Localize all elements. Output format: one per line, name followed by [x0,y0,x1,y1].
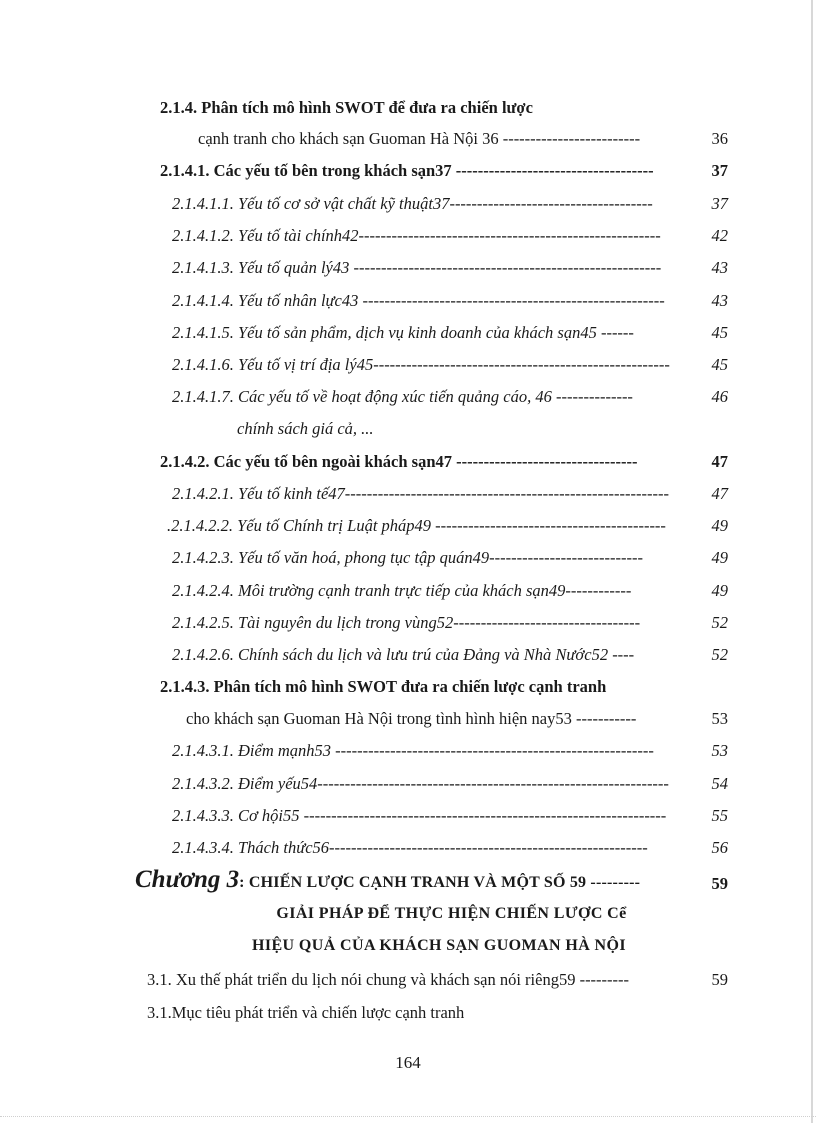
chapter-heading [135,866,640,894]
toc-entry-2-1-4-1-7: 2.1.4.1.7. Các yếu tố về hoạt động xúc tiến quảng cáo, 46 -------------- [172,387,633,406]
toc-page-number: 45 [711,323,728,342]
toc-entry-2-1-4-2-4: 2.1.4.2.4. Môi trường cạnh tranh trực tiếp của khách sạn49------------ [172,581,632,600]
toc-entry-2-1-4-3-1: 2.1.4.3.1. Điểm mạnh53 ---------------------------------------------------------- [172,741,654,760]
toc-entry-3-1-b: 3.1.Mục tiêu phát triển và chiến lược cạnh tranh [147,1003,465,1022]
toc-page-number: 45 [711,355,728,374]
toc-page-number: 53 [711,741,728,760]
toc-entry-2-1-4-2-2: .2.1.4.2.2. Yếu tố Chính trị Luật pháp49 ------------------------------------------ [167,516,666,535]
toc-page-number: 43 [711,258,728,277]
toc-entry-2-1-4-3-4: 2.1.4.3.4. Thách thức56---------------------------------------------------------- [172,838,648,857]
toc-page-number: 55 [711,806,728,825]
toc-page-number: 49 [711,581,728,600]
toc-page-number: 43 [711,291,728,310]
chapter-page-number: 59 [711,874,728,893]
toc-page-number: 46 [711,387,728,406]
toc-entry-2-1-4-3-3: 2.1.4.3.3. Cơ hội55 ------------------------------------------------------------------ [172,806,667,825]
toc-page-number: 52 [711,645,728,664]
toc-page-number: 54 [711,774,728,793]
toc-page-number: 42 [711,226,728,245]
chapter-title-line-3: HIỆU QUẢ CỦA KHÁCH SẠN GUOMAN HÀ NỘI [252,937,626,954]
toc-page-number: 59 [711,970,728,989]
toc-entry-2-1-4-cont: cạnh tranh cho khách sạn Guoman Hà Nội 36 ------------------------- [198,129,641,148]
toc-page-number: 49 [711,516,728,535]
toc-entry-2-1-4-1-7-cont: chính sách giá cả, ... [237,419,374,438]
chapter-title-line-2: GIẢI PHÁP ĐỂ THỰC HIỆN CHIẾN LƯỢC Cể [276,905,627,922]
toc-page-number: 53 [711,709,728,728]
toc-entry-2-1-4-2-6: 2.1.4.2.6. Chính sách du lịch và lưu trú của Đảng và Nhà Nước52 ---- [172,645,635,664]
chapter-title: : CHIẾN LƯỢC CẠNH TRANH VÀ MỘT SỐ 59 --------- [239,874,641,891]
toc-entry-2-1-4-3-cont: cho khách sạn Guoman Hà Nội trong tình hình hiện nay53 ----------- [186,709,637,728]
toc-entry-2-1-4-1-5: 2.1.4.1.5. Yếu tố sản phẩm, dịch vụ kinh doanh của khách sạn45 ------ [172,323,634,342]
toc-entry-2-1-4-1-4: 2.1.4.1.4. Yếu tố nhân lực43 ------------------------------------------------------- [172,291,665,310]
toc-entry-2-1-4-2-3: 2.1.4.2.3. Yếu tố văn hoá, phong tục tập quán49---------------------------- [172,548,643,567]
toc-entry-2-1-4-1-2: 2.1.4.1.2. Yếu tố tài chính42------------------------------------------------------- [172,226,661,245]
page-number: 164 [395,1053,421,1072]
toc-page-number: 47 [711,452,728,471]
toc-entry-2-1-4-1: 2.1.4.1. Các yếu tố bên trong khách sạn37 ------------------------------------ [160,161,654,180]
toc-entry-2-1-4: 2.1.4. Phân tích mô hình SWOT để đưa ra chiến lược [160,98,533,117]
toc-entry-2-1-4-1-3: 2.1.4.1.3. Yếu tố quản lý43 -------------------------------------------------------- [172,258,662,277]
toc-page-number: 37 [711,161,728,180]
toc-page-number: 49 [711,548,728,567]
page-edge-bottom [0,1116,816,1118]
toc-entry-2-1-4-2-1: 2.1.4.2.1. Yếu tố kinh tế47----------------------------------------------------------- [172,484,669,503]
page-edge [811,0,813,1123]
toc-entry-3-1: 3.1. Xu thế phát triển du lịch nói chung và khách sạn nói riêng59 --------- [147,970,630,989]
toc-page-number: 56 [711,838,728,857]
toc-page-number: 52 [711,613,728,632]
toc-entry-2-1-4-1-1: 2.1.4.1.1. Yếu tố cơ sở vật chất kỹ thuật37------------------------------------- [172,194,653,213]
toc-entry-2-1-4-3-2: 2.1.4.3.2. Điểm yếu54---------------------------------------------------------------- [172,774,669,793]
toc-page-number: 37 [711,194,728,213]
toc-entry-2-1-4-1-6: 2.1.4.1.6. Yếu tố vị trí địa lý45------------------------------------------------------ [172,355,670,374]
toc-entry-2-1-4-3: 2.1.4.3. Phân tích mô hình SWOT đưa ra chiến lược cạnh tranh [160,677,607,696]
chapter-label: Chương 3 [135,866,240,893]
toc-entry-2-1-4-2-5: 2.1.4.2.5. Tài nguyên du lịch trong vùng52---------------------------------- [172,613,641,632]
toc-page-number: 36 [711,129,728,148]
toc-page-number: 47 [711,484,728,503]
toc-entry-2-1-4-2: 2.1.4.2. Các yếu tố bên ngoài khách sạn47 --------------------------------- [160,452,638,471]
